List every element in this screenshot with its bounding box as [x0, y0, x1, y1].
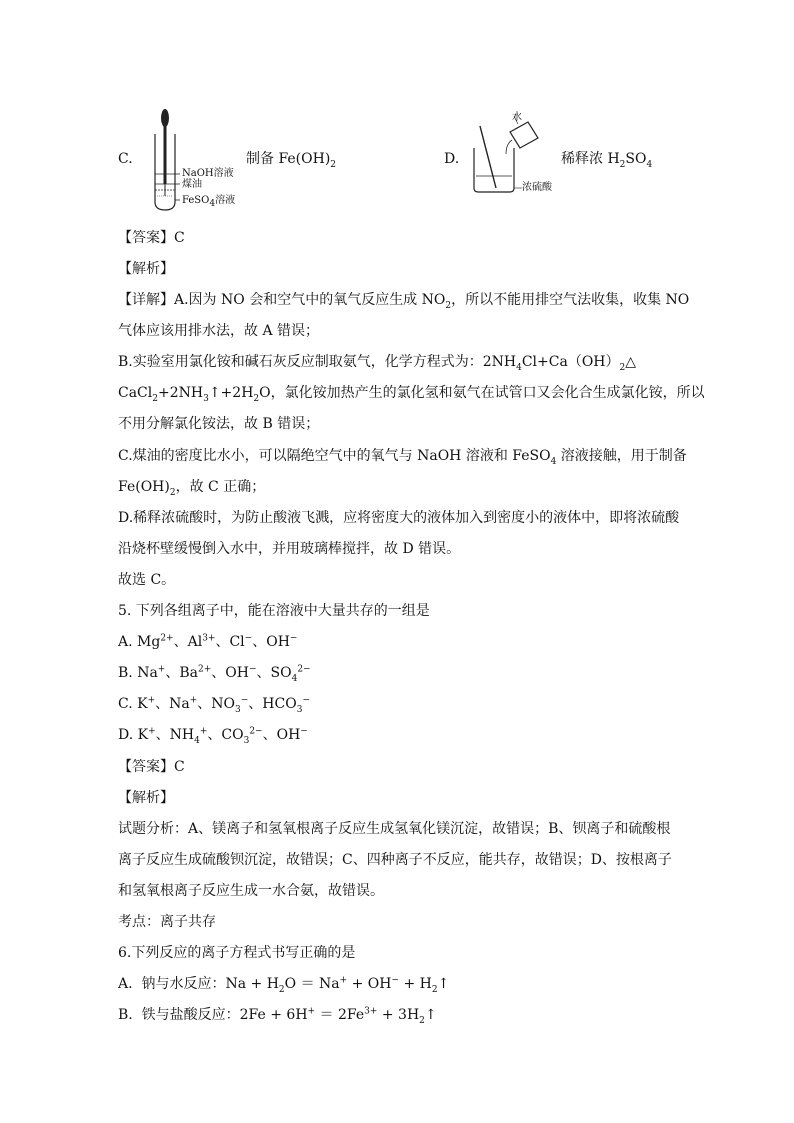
question-5-option-d: D. K+、$NH_4^+$、$CO_3^{2-}$、OH−	[118, 726, 308, 746]
option-c-caption: 制备 $Fe(OH)_2$	[246, 151, 337, 170]
answer-line-2: 【答案】C	[118, 759, 185, 775]
question-5-option-c: C. K+、Na+、$NO_3^-$、$HCO_3^-$	[118, 695, 310, 715]
analysis-5-line-1: 试题分析：A、镁离子和氢氧根离子反应生成氢氧化镁沉淀，故错误；B、钡离子和硫酸根	[118, 821, 671, 837]
detail-c-line-2: $Fe(OH)_2$，故 C 正确；	[118, 479, 266, 498]
analysis-heading-1: 【解析】	[118, 261, 174, 277]
option-d-caption: 稀释浓 $H_2SO_4$	[561, 151, 653, 170]
detail-b-line-1: B.实验室用氯化铵和碱石灰反应制取氨气，化学方程式为：$2NH_4Cl+Ca(OH)_2\triangle$	[118, 354, 637, 373]
key-point-line: 考点：离子共存	[118, 914, 216, 930]
detail-a-line-1: 【详解】A.因为 NO 会和空气中的氧气反应生成 $NO_2$，所以不能用排空气法收集，收集 NO	[118, 292, 690, 311]
detail-c-line-1: C.煤油的密度比水小，可以隔绝空气中的氧气与 NaOH 溶液和 FeSO$_4$ 溶液接触，用于制备	[118, 448, 687, 467]
choose-c-line: 故选 C。	[118, 572, 176, 588]
conc-sulfuric-acid-label: 浓硫酸	[522, 182, 552, 193]
option-c-letter: C.	[118, 151, 133, 167]
question-5-stem: 5. 下列各组离子中，能在溶液中大量共存的一组是	[118, 603, 430, 619]
answer-line-1: 【答案】C	[118, 230, 185, 246]
detail-d-line-1: D.稀释浓硫酸时，为防止酸液飞溅，应将密度大的液体加入到密度小的液体中，即将浓硫酸	[118, 510, 680, 526]
analysis-heading-2: 【解析】	[118, 790, 174, 806]
naoh-solution-label: NaOH溶液	[182, 168, 234, 179]
question-5-option-b: B. Na+、$Ba^{2+}$、OH−、$SO_4^{2-}$	[118, 664, 311, 684]
question-5-option-a: A. $Mg^{2+}$、$Al^{3+}$、Cl−、OH−	[118, 633, 298, 650]
water-label: 水	[512, 112, 522, 123]
question-6-stem: 6.下列反应的离子方程式书写正确的是	[118, 945, 356, 961]
option-d-letter: D.	[444, 151, 460, 167]
detail-b-line-2: $CaCl_2+2NH_3↑+2H_2O$，氯化铵加热产生的氯化氢和氨气在试管口又会化合生成氯化铵，所以	[118, 385, 705, 404]
question-6-option-a: A. 钠与水反应：$Na + H_2O = Na^+ + OH^-$ + $H_2↑$	[118, 975, 450, 995]
analysis-5-line-2: 离子反应生成硫酸钡沉淀，故错误；C、四种离子不反应，能共存，故错误；D、按根离子	[118, 852, 672, 868]
detail-d-line-2: 沿烧杯壁缓慢倒入水中，并用玻璃棒搅拌，故 D 错误。	[118, 541, 461, 557]
detail-b-line-3: 不用分解氯化铵法，故 B 错误；	[118, 416, 320, 432]
detail-a-line-2: 气体应该用排水法，故 A 错误；	[118, 323, 320, 339]
analysis-5-line-3: 和氢氧根离子反应生成一水合氨，故错误。	[118, 883, 384, 899]
feso4-solution-label: FeSO$_4$溶液	[182, 195, 236, 209]
kerosene-label: 煤油	[182, 179, 202, 190]
question-6-option-b: B. 铁与盐酸反应：$2Fe + 6H^+ = 2Fe^{3+}$ + $3H_2↑$	[118, 1006, 437, 1026]
